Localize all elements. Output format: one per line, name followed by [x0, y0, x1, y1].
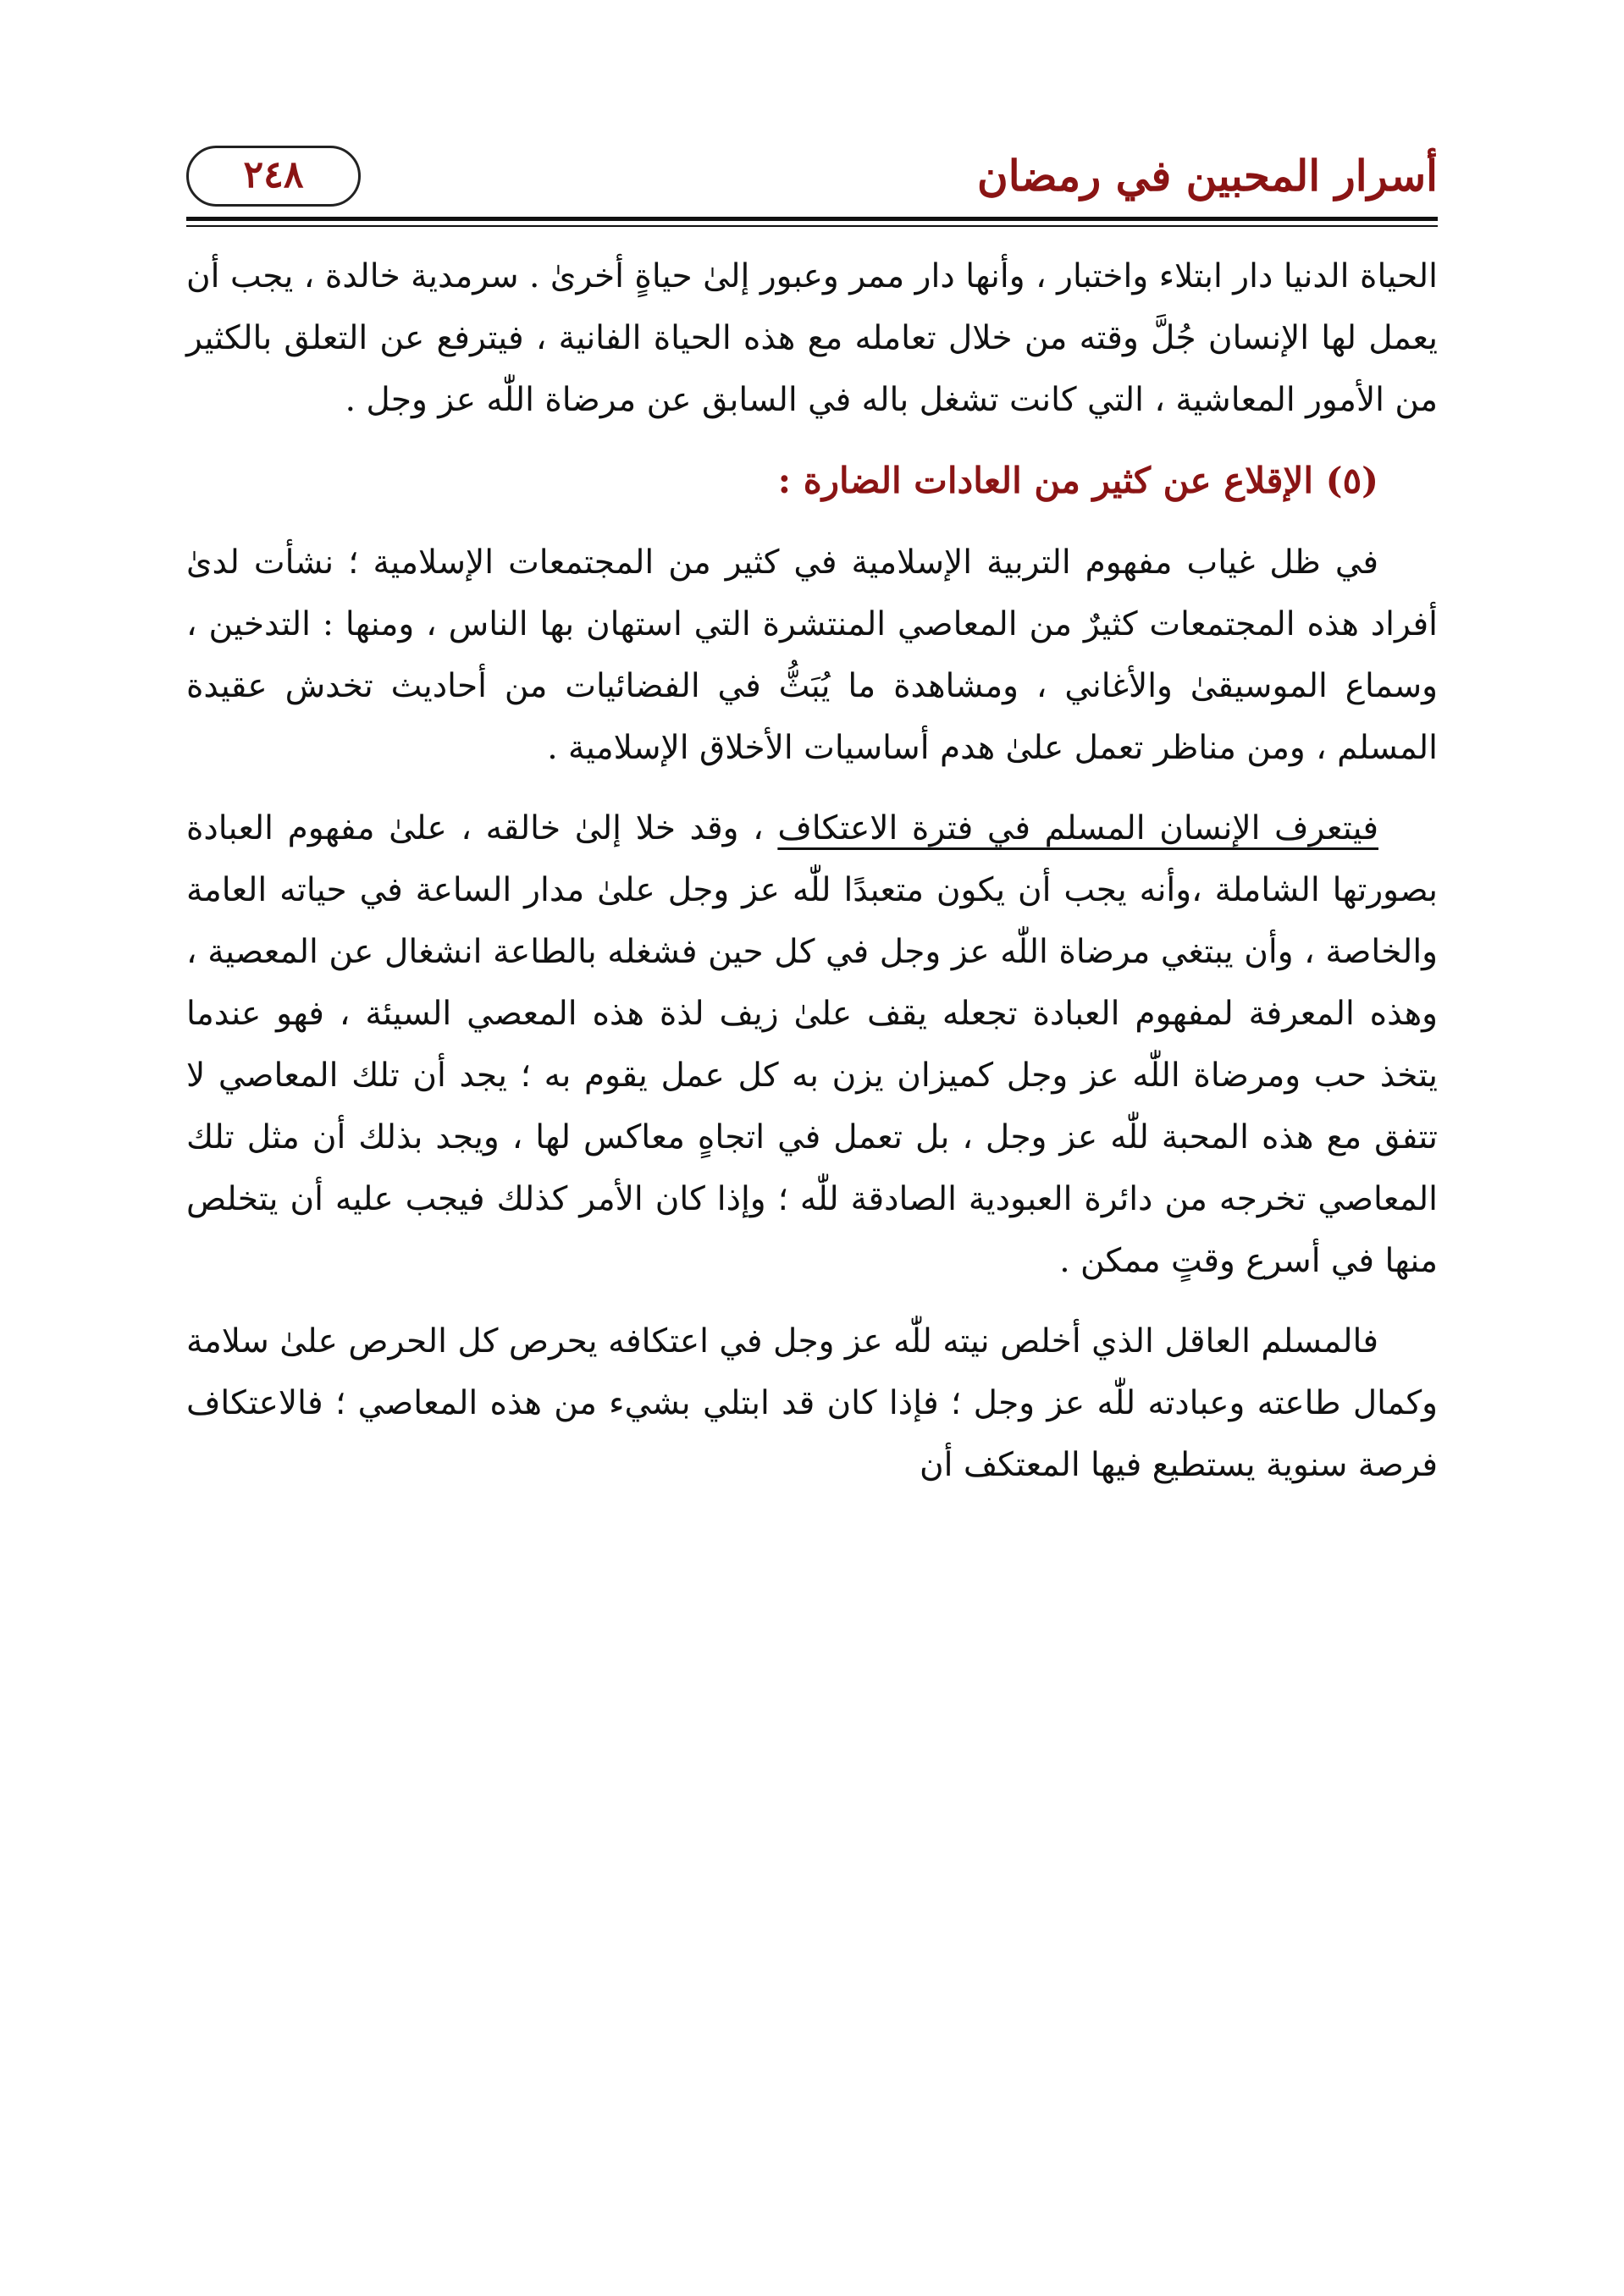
paragraph-conclusion: فالمسلم العاقل الذي أخلص نيته للّٰه عز وجل في اعتكافه يحرص كل الحرص علىٰ سلامة وكمال طاعته وعبادته للّٰه عز وجل ؛ فإذا كان قد ابتلي بشيء من هذه المعاصي ؛ فالاعتكاف فرصة سنوية يستطيع فيها المعتكف أن — [186, 1322, 1438, 1484]
paragraph-intro: في ظل غياب مفهوم التربية الإسلامية في كثير من المجتمعات الإسلامية ؛ نشأت لدىٰ أفراد هذه المجتمعات كثيرٌ من المعاصي المنتشرة التي استهان بها الناس ، ومنها : التدخين ، وسماع الموسيقىٰ والأغاني ، ومشاهدة ما يُبَثُّ في الفضائيات من أحاديث تخدش عقيدة المسلم ، ومن مناظر تعمل علىٰ هدم أساسيات الأخلاق الإسلامية . — [186, 544, 1438, 767]
header-rule — [186, 217, 1438, 221]
page-header — [186, 135, 1438, 212]
header-rule-thin — [186, 225, 1438, 227]
paragraph-itikaf — [186, 798, 1438, 1292]
section-heading: (٥) الإقلاع عن كثير من العادات الضارة : — [777, 460, 1378, 501]
paragraph-continuation: الحياة الدنيا دار ابتلاء واختبار ، وأنها دار ممر وعبور إلىٰ حياةٍ أخرىٰ . سرمدية خالدة ، يجب أن يعمل لها الإنسان جُلَّ وقته من خلال تعامله مع هذه الحياة الفانية ، فيترفع عن التعلق بالكثير من الأمور المعاشية ، التي كانت تشغل باله في السابق عن مرضاة اللّٰه عز وجل . — [186, 257, 1438, 419]
page-body — [186, 246, 1438, 1515]
book-title: أسرار المحبين في رمضان — [977, 151, 1438, 201]
paragraph-itikaf-rest: ، وقد خلا إلىٰ خالقه ، علىٰ مفهوم العبادة بصورتها الشاملة ،وأنه يجب أن يكون متعبدًا للّٰه عز وجل علىٰ مدار الساعة في حياته العامة والخاصة ، وأن يبتغي مرضاة اللّٰه عز وجل في كل حين فشغله بالطاعة انشغال عن المعصية ، وهذه المعرفة لمفهوم العبادة تجعله يقف علىٰ زيف لذة هذه المعصي السيئة ، فهو عندما يتخذ حب ومرضاة اللّٰه عز وجل كميزان يزن به كل عمل يقوم به ؛ يجد أن تلك المعاصي لا تتفق مع هذه المحبة للّٰه عز وجل ، بل تعمل في اتجاهٍ معاكس لها ، ويجد بذلك أن مثل تلك المعاصي تخرجه من دائرة العبودية الصادقة للّٰه ؛ وإذا كان الأمر كذلك فيجب عليه أن يتخلص منها في أسرع وقتٍ ممكن . — [186, 809, 1438, 1280]
underlined-phrase: فيتعرف الإنسان المسلم في فترة الاعتكاف — [777, 809, 1379, 847]
page-number: ٢٤٨ — [186, 146, 361, 207]
